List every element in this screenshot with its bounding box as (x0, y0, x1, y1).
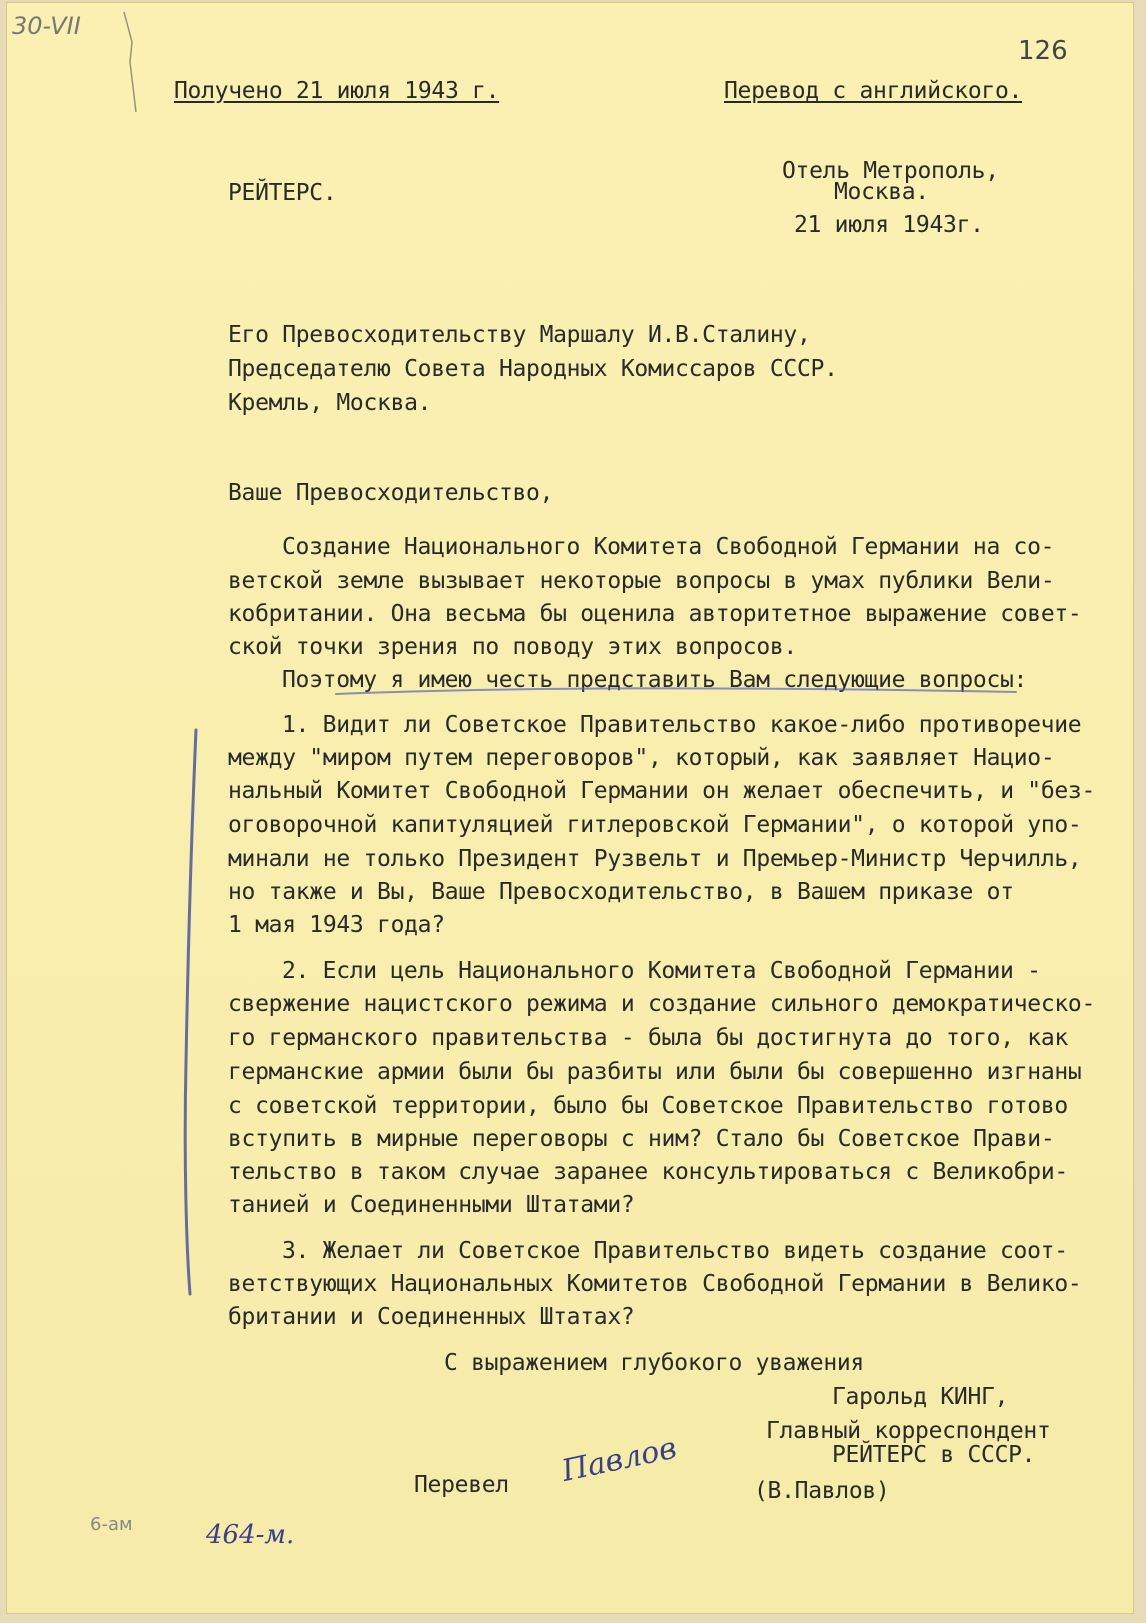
salutation: Ваше Превосходительство, (228, 480, 554, 506)
intro-line: Поэтому я имею честь представить Вам следующие вопросы: (282, 667, 1028, 693)
translator-name: (В.Павлов) (754, 1478, 890, 1504)
page-number: 126 (1018, 36, 1068, 66)
margin-bracket-line (185, 730, 196, 1294)
question-1-line: оговорочной капитуляцией гитлеровской Германии", о которой упо- (228, 812, 1082, 838)
addressee-line-1: Его Превосходительству Маршалу И.В.Сталину, (228, 322, 811, 348)
question-1-line: 1 мая 1943 года? (228, 912, 445, 938)
question-1-line: 1. Видит ли Советское Правительство какое-либо противоречие (282, 712, 1082, 738)
question-2-line: 2. Если цель Национального Комитета Свободной Германии - (282, 958, 1041, 984)
translation-note: Перевод с английского. (724, 78, 1023, 104)
question-2-line: германские армии были бы разбиты или были бы совершенно изгнаны (228, 1059, 1082, 1085)
received-stamp: Получено 21 июля 1943 г. (174, 78, 500, 104)
question-1-line: нальный Комитет Свободной Германии он желает обеспечить, и "без- (228, 778, 1096, 804)
translator-label: Перевел (414, 1472, 509, 1498)
question-1-line: минали не только Президент Рузвельт и Премьер-Министр Черчилль, (228, 846, 1082, 872)
question-2-line: с советской территории, было бы Советское Правительство готово (228, 1093, 1068, 1119)
question-2-line: го германского правительства - была бы достигнута до того, как (228, 1025, 1068, 1051)
question-2-line: вступить в мирные переговоры с ним? Стало бы Советское Прави- (228, 1126, 1055, 1152)
question-3-line: 3. Желает ли Советское Правительство видеть создание соот- (282, 1238, 1068, 1264)
registration-number: 464-м. (206, 1520, 295, 1550)
question-1-line: между "миром путем переговоров", который, как заявляет Нацио- (228, 745, 1055, 771)
signer-title-2: РЕЙТЕРС в СССР. (832, 1442, 1036, 1468)
letter-date: 21 июля 1943г. (794, 212, 984, 238)
translator-signature: Павлов (558, 1430, 680, 1489)
question-2-line: тельство в таком случае заранее консультироваться с Великобри- (228, 1159, 1068, 1185)
corner-note: 30-VII (12, 12, 81, 40)
question-3-line: британии и Соединенных Штатах? (228, 1304, 635, 1330)
document-page (6, 2, 1134, 1614)
intro-line: Создание Национального Комитета Свободной Германии на со- (282, 534, 1055, 560)
signer-name: Гарольд КИНГ, (832, 1384, 1009, 1410)
sender-address-2: Москва. (834, 179, 929, 205)
intro-line: ской точки зрения по поводу этих вопросов. (228, 634, 797, 660)
question-2-line: танией и Соединенными Штатами? (228, 1192, 635, 1218)
addressee-line-3: Кремль, Москва. (228, 390, 432, 416)
question-1-line: но также и Вы, Ваше Превосходительство, в Вашем приказе от (228, 879, 1014, 905)
addressee-line-2: Председателю Совета Народных Комиссаров СССР. (228, 356, 838, 382)
agency-name: РЕЙТЕРС. (228, 180, 337, 206)
intro-line: ветской земле вызывает некоторые вопросы в умах публики Вели- (228, 568, 1055, 594)
corner-tick (124, 12, 136, 112)
typist-code: 6-ам (90, 1514, 133, 1535)
question-3-line: ветствующих Национальных Комитетов Свободной Германии в Велико- (228, 1271, 1082, 1297)
intro-line: кобритании. Она весьма бы оценила авторитетное выражение совет- (228, 601, 1082, 627)
signer-title-1: Главный корреспондент (766, 1418, 1051, 1444)
sender-address-1: Отель Метрополь, (782, 158, 999, 184)
closing-regards: С выражением глубокого уважения (444, 1350, 864, 1376)
question-2-line: свержение нацистского режима и создание сильного демократическо- (228, 991, 1096, 1017)
